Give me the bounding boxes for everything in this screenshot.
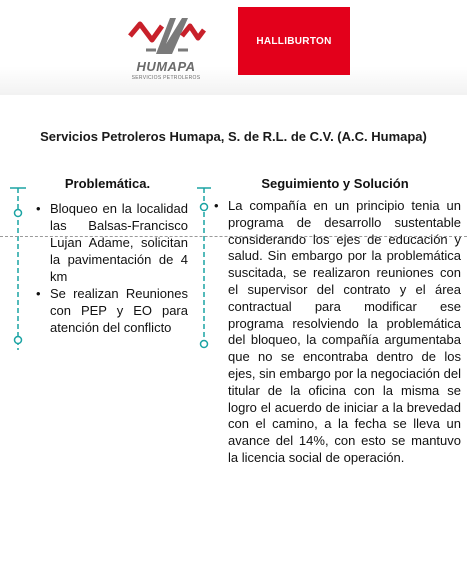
list-item: • Se realizan Reuniones con PEP y EO para atención del conflicto	[30, 285, 188, 336]
problematica-heading: Problemática.	[64, 176, 151, 191]
company-title: Servicios Petroleros Humapa, S. de R.L. de C.V. (A.C. Humapa)	[40, 129, 427, 144]
header-banner	[0, 0, 467, 95]
halliburton-wordmark: HALLIBURTON	[256, 35, 332, 47]
humapa-subtitle: SERVICIOS PETROLEROS	[131, 75, 201, 81]
seguimiento-heading: Seguimiento y Solución	[261, 176, 409, 191]
problematica-list	[30, 200, 188, 336]
seguimiento-list	[208, 198, 461, 467]
humapa-logo	[124, 10, 208, 80]
list-item: • Bloqueo en la localidad las Balsas-Francisco Lujan Adame, solicitan la pavimentación de 4 km	[30, 200, 188, 285]
halliburton-logo	[238, 7, 350, 75]
list-item: • La compañía en un principio tenia un programa de desarrollo sustentable considerando los ejes de educación y salud. Sin embargo por la problemática suscitada, se realizaron reuniones con el supervisor del contrato y el área contractual para modificar ese programa resolviendo la problemática del bloqueo, la compañía argumentaba que no se encontraba dentro de los ejes, sin embargo por la negociación del titular de la oficina con la misma se logro el acuerdo de iniciar a la brevedad con el camino, a la fecha se lleva un avance del 14%, con esto se mantuvo la licencia social de operación.	[208, 198, 461, 467]
left-timeline-decoration	[6, 182, 28, 352]
humapa-mark-icon	[126, 10, 206, 58]
humapa-name: HUMAPA	[136, 59, 196, 74]
